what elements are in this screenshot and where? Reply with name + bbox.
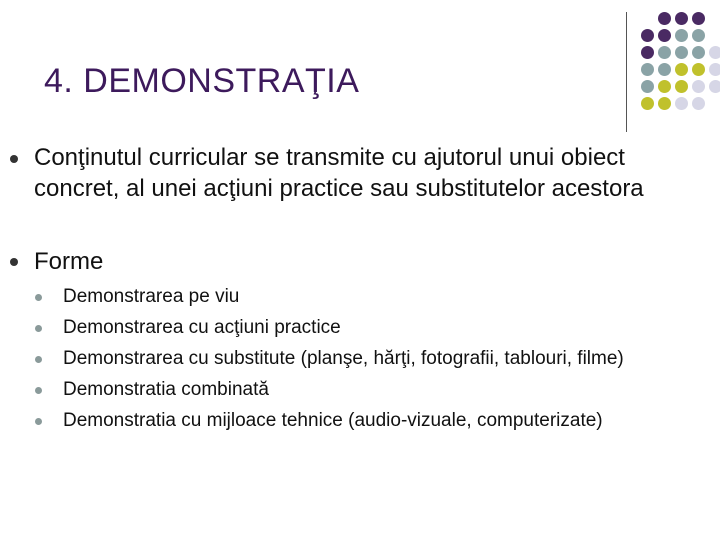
bullet-marker (10, 155, 18, 163)
sub-bullet-marker (35, 294, 42, 301)
sub-bullet-marker (35, 418, 42, 425)
decorative-dot (641, 97, 654, 110)
sub-item-substitute: Demonstrarea cu substitute (planşe, hărţi, fotografii, tablouri, filme) (63, 348, 624, 369)
sub-bullet-marker (35, 325, 42, 332)
bullet-line-1: Conţinutul curricular se transmite cu ajutorul unui obiect (34, 144, 625, 171)
decorative-dot (675, 63, 688, 76)
sub-item-demonstrarea-pe-viu: Demonstrarea pe viu (63, 286, 240, 307)
bullet-line-2: concret, al unei acţiuni practice sau substitutelor acestora (34, 175, 644, 202)
decorative-dot (641, 80, 654, 93)
decorative-dot (692, 29, 705, 42)
decorative-dot (675, 46, 688, 59)
decorative-dot (658, 63, 671, 76)
decorative-dot (692, 80, 705, 93)
decorative-dot (641, 29, 654, 42)
decorative-dot (709, 80, 720, 93)
decorative-dot (692, 46, 705, 59)
bullet-text-transmission (34, 142, 644, 204)
decorative-dot (658, 97, 671, 110)
decorative-dot (709, 46, 720, 59)
sub-item-actiuni-practice: Demonstrarea cu acţiuni practice (63, 317, 341, 338)
decorative-dot (709, 63, 720, 76)
decorative-dot (641, 63, 654, 76)
bullet-marker (10, 258, 18, 266)
decorative-dot (658, 80, 671, 93)
decorative-dot (692, 12, 705, 25)
sub-item-combinata: Demonstratia combinată (63, 379, 269, 400)
decorative-dot (692, 97, 705, 110)
decorative-dot (658, 12, 671, 25)
sub-bullet-marker (35, 356, 42, 363)
slide-title: 4. DEMONSTRAŢIA (44, 62, 360, 100)
decorative-divider (626, 12, 627, 132)
decorative-dot (692, 63, 705, 76)
decorative-dot (658, 29, 671, 42)
bullet-text-forme: Forme (34, 248, 104, 275)
decorative-dot (641, 46, 654, 59)
sub-bullet-marker (35, 387, 42, 394)
decorative-dot (675, 29, 688, 42)
decorative-dot (675, 80, 688, 93)
decorative-dot (658, 46, 671, 59)
decorative-dot (675, 12, 688, 25)
sub-item-mijloace-tehnice: Demonstratia cu mijloace tehnice (audio-vizuale, computerizate) (63, 410, 603, 431)
decorative-dot (675, 97, 688, 110)
